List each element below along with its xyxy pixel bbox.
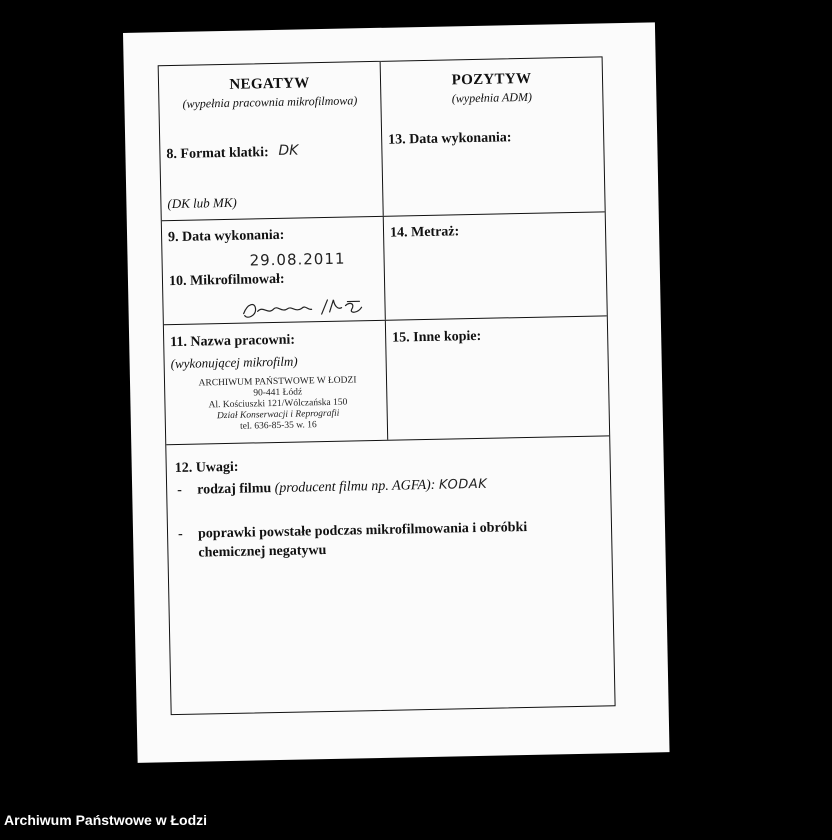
negatyw-column xyxy=(159,62,384,220)
pozytyw-column xyxy=(381,57,605,215)
format-klatki-note: (DK lub MK) xyxy=(167,194,237,212)
uwagi-item-rodzaj-filmu xyxy=(197,477,487,499)
pozytyw-title: POZYTYW xyxy=(451,70,532,89)
nazwa-pracowni-note: (wykonującej mikrofilm) xyxy=(170,353,298,372)
data-wykonania-pozytyw-label: 13. Data wykonania: xyxy=(388,130,512,148)
uwagi-bullet-1: - xyxy=(177,482,183,499)
rodzaj-filmu-value: KODAK xyxy=(438,476,488,493)
format-klatki-value: DK xyxy=(278,142,299,159)
stamp-line-2: 90-441 Łódź xyxy=(253,387,303,399)
data-wykonania-cell xyxy=(162,217,386,324)
form-row-2 xyxy=(162,212,607,325)
stamp-line-5: tel. 636-85-35 w. 16 xyxy=(239,420,317,432)
archive-stamp xyxy=(175,375,381,434)
negatyw-subtitle: (wypełnia pracownia mikrofilmowa) xyxy=(182,93,358,111)
stamp-line-3: Al. Kościuszki 121/Wólczańska 150 xyxy=(208,397,348,411)
metraz-label: 14. Metraż: xyxy=(389,224,460,241)
uwagi-item-poprawki-line-2: chemicznej negatywu xyxy=(198,543,327,561)
document-card xyxy=(123,22,670,763)
format-klatki-label: 8. Format klatki: xyxy=(166,145,269,163)
data-wykonania-label: 9. Data wykonania: xyxy=(167,227,285,246)
rodzaj-filmu-label: rodzaj filmu xyxy=(197,481,272,498)
inne-kopie-label: 15. Inne kopie: xyxy=(392,328,482,346)
negatyw-title: NEGATYW xyxy=(229,75,310,93)
mikrofilmowal-signature xyxy=(241,295,371,322)
stamp-line-4: Dział Konserwacji i Reprografii xyxy=(216,408,340,422)
uwagi-item-poprawki-line-1: poprawki powstałe podczas mikrofilmowania i obróbki xyxy=(197,519,528,542)
inne-kopie-cell xyxy=(386,316,609,439)
uwagi-label: 12. Uwagi: xyxy=(174,459,239,477)
stamp-line-1: ARCHIWUM PAŃSTWOWE W ŁODZI xyxy=(198,375,357,389)
uwagi-bullet-2: - xyxy=(177,526,183,542)
uwagi-section xyxy=(166,436,614,714)
nazwa-pracowni-cell xyxy=(164,321,388,444)
microfilm-form xyxy=(158,56,616,715)
archive-footer-caption: Archiwum Państwowe w Łodzi xyxy=(4,812,208,828)
form-row-1 xyxy=(159,57,605,221)
form-row-3 xyxy=(164,316,609,445)
pozytyw-subtitle: (wypełnia ADM) xyxy=(451,89,533,106)
mikrofilmowal-label: 10. Mikrofilmował: xyxy=(168,271,285,290)
data-wykonania-value: 29.08.2011 xyxy=(249,249,346,270)
nazwa-pracowni-label: 11. Nazwa pracowni: xyxy=(170,332,296,351)
rodzaj-filmu-note: (producent filmu np. AGFA): xyxy=(274,477,436,497)
metraz-cell xyxy=(384,212,607,319)
